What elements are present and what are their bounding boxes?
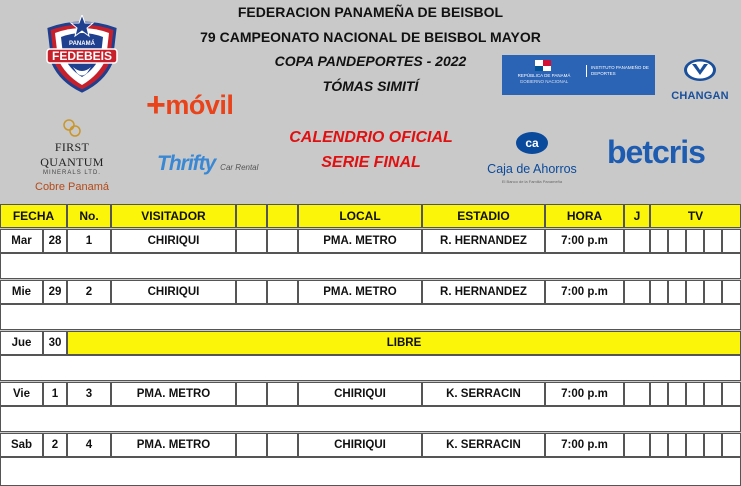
date-cell: 2 <box>43 433 67 457</box>
caja-de-ahorros-logo <box>476 131 588 184</box>
header-blank-2 <box>267 204 298 228</box>
betcris-logo: betcris <box>607 134 705 170</box>
date-cell: 28 <box>43 229 67 253</box>
hora-cell: 7:00 p.m <box>545 280 624 304</box>
calendar-title: CALENDRIO OFICIAL <box>289 129 453 146</box>
tv-cell <box>704 280 722 304</box>
tv-cell <box>668 433 686 457</box>
fedebeis-logo <box>43 15 121 93</box>
spacer-cell <box>0 253 741 279</box>
cobre-panama-text: Cobre Panamá <box>35 181 109 193</box>
j-cell <box>624 433 650 457</box>
date-cell: 1 <box>43 382 67 406</box>
header-fecha: FECHA <box>0 204 67 228</box>
blank-cell <box>267 229 298 253</box>
hora-cell: 7:00 p.m <box>545 382 624 406</box>
tv-cell <box>686 229 704 253</box>
blank-cell <box>236 382 267 406</box>
estadio-cell: R. HERNANDEZ <box>422 229 545 253</box>
tv-cell <box>668 280 686 304</box>
header-visitador: VISITADOR <box>111 204 236 228</box>
estadio-cell: K. SERRACIN <box>422 433 545 457</box>
blank-cell <box>267 433 298 457</box>
date-cell: 29 <box>43 280 67 304</box>
plus-icon: + <box>146 86 166 124</box>
game-number-cell: 2 <box>67 280 111 304</box>
caja-name: Caja de Ahorros <box>487 162 577 176</box>
visitador-cell: CHIRIQUI <box>111 280 236 304</box>
first-quantum-mark-icon <box>62 118 82 138</box>
day-cell: Jue <box>0 331 43 355</box>
movil-text: móvil <box>165 90 234 120</box>
panama-flag-icon <box>535 60 551 71</box>
hora-cell: 7:00 p.m <box>545 229 624 253</box>
game-number-cell: 1 <box>67 229 111 253</box>
tv-cell <box>668 382 686 406</box>
spacer-row <box>0 253 741 279</box>
visitador-cell: PMA. METRO <box>111 382 236 406</box>
local-cell: CHIRIQUI <box>298 382 422 406</box>
tv-cell <box>668 229 686 253</box>
changan-mark-icon <box>682 57 718 83</box>
spacer-cell <box>0 355 741 381</box>
first-quantum-sub: MINERALS LTD. <box>43 170 101 176</box>
tv-cell <box>686 280 704 304</box>
hora-cell: 7:00 p.m <box>545 433 624 457</box>
ipd-logo <box>502 55 655 95</box>
header-hora: HORA <box>545 204 624 228</box>
game-number-cell: 3 <box>67 382 111 406</box>
day-cell: Mie <box>0 280 43 304</box>
header-banner <box>0 0 741 200</box>
cup-title: COPA PANDEPORTES - 2022 <box>274 53 467 69</box>
date-cell: 30 <box>43 331 67 355</box>
blank-cell <box>267 280 298 304</box>
j-cell <box>624 382 650 406</box>
ipd-left-text: REPÚBLICA DE PANAMÁ GOBIERNO NACIONAL <box>517 73 571 84</box>
movil-logo <box>146 84 233 123</box>
honoree-title: TÓMAS SIMITÍ <box>322 78 419 94</box>
day-cell: Mar <box>0 229 43 253</box>
caja-mark-icon <box>515 131 549 155</box>
svg-text:ca: ca <box>525 136 539 150</box>
caja-sub: El Banco de la Familia Panameña <box>501 179 563 184</box>
header-j: J <box>624 204 650 228</box>
spacer-cell <box>0 406 741 432</box>
first-quantum-logo <box>22 118 122 193</box>
table-row <box>0 229 741 253</box>
tv-cell <box>650 433 668 457</box>
header-blank-1 <box>236 204 267 228</box>
table-row <box>0 280 741 304</box>
tv-cell <box>650 382 668 406</box>
visitador-cell: CHIRIQUI <box>111 229 236 253</box>
tv-cell <box>686 382 704 406</box>
tv-cell <box>686 433 704 457</box>
tv-cell <box>722 280 741 304</box>
spacer-cell <box>0 304 741 330</box>
tv-cell <box>722 229 741 253</box>
header-local: LOCAL <box>298 204 422 228</box>
j-cell <box>624 280 650 304</box>
estadio-cell: R. HERNANDEZ <box>422 280 545 304</box>
table-header-row <box>0 204 741 228</box>
header-estadio: ESTADIO <box>422 204 545 228</box>
changan-name: CHANGAN <box>671 90 729 102</box>
local-cell: PMA. METRO <box>298 280 422 304</box>
spacer-row <box>0 406 741 432</box>
game-number-cell: 4 <box>67 433 111 457</box>
changan-logo <box>666 57 734 102</box>
blank-cell <box>236 229 267 253</box>
tv-cell <box>704 382 722 406</box>
fedebeis-name: FEDEBEIS <box>51 49 113 63</box>
estadio-cell: K. SERRACIN <box>422 382 545 406</box>
first-quantum-name: FIRST QUANTUM <box>40 140 104 169</box>
tv-cell <box>722 382 741 406</box>
tv-cell <box>650 280 668 304</box>
tv-cell <box>722 433 741 457</box>
thrifty-text: Thrifty <box>157 152 216 175</box>
local-cell: PMA. METRO <box>298 229 422 253</box>
j-cell <box>624 229 650 253</box>
table-row <box>0 433 741 457</box>
tv-cell <box>704 229 722 253</box>
header-tv: TV <box>650 204 741 228</box>
tv-cell <box>650 229 668 253</box>
series-title: SERIE FINAL <box>321 154 421 171</box>
visitador-cell: PMA. METRO <box>111 433 236 457</box>
table-row <box>0 382 741 406</box>
ipd-right-text: INSTITUTO PANAMEÑO DE DEPORTES <box>586 65 652 77</box>
thrifty-sub: Car Rental <box>220 163 259 172</box>
blank-cell <box>236 433 267 457</box>
spacer-row <box>0 457 741 486</box>
day-cell: Sab <box>0 433 43 457</box>
header-no: No. <box>67 204 111 228</box>
tv-cell <box>704 433 722 457</box>
spacer-row <box>0 304 741 330</box>
federation-title: FEDERACION PANAMEÑA DE BEISBOL <box>237 4 504 20</box>
libre-cell: LIBRE <box>67 331 741 355</box>
schedule-table <box>0 201 741 486</box>
fedebeis-top: PANAMÁ <box>69 41 95 47</box>
day-cell: Vie <box>0 382 43 406</box>
thrifty-logo <box>157 152 258 176</box>
spacer-cell <box>0 457 741 486</box>
blank-cell <box>267 382 298 406</box>
table-row-libre <box>0 331 741 355</box>
blank-cell <box>236 280 267 304</box>
championship-title: 79 CAMPEONATO NACIONAL DE BEISBOL MAYOR <box>200 29 541 45</box>
spacer-row <box>0 355 741 381</box>
local-cell: CHIRIQUI <box>298 433 422 457</box>
